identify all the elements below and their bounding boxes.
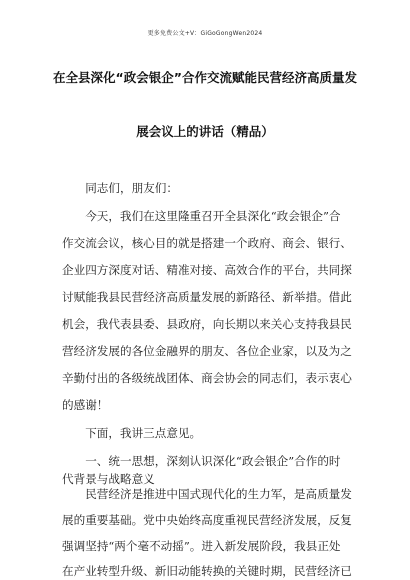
- body-line: 辛勤付出的各级统战团体、商会协会的同志们，表示衷心: [62, 371, 352, 385]
- body-line: 机会，我代表县委、县政府，向长期以来关心支持我县民: [62, 317, 352, 331]
- body-line: 今天，我们在这里隆重召开全县深化“政会银企”合: [62, 209, 341, 223]
- header-note: 更多免费公文+V：GiGoGongWen2024: [147, 30, 263, 37]
- document-title-line-1: 在全县深化“政会银企”合作交流赋能民营经济高质量发: [53, 70, 357, 85]
- body-line: 代背景与战略意义: [62, 472, 155, 486]
- body-line: 强调坚持“两个毫不动摇”。进入新发展阶段，我县正处: [62, 539, 341, 553]
- body-line: 一、统一思想，深刻认识深化“政会银企”合作的时: [62, 454, 341, 468]
- body-line: 在产业转型升级、新旧动能转换的关键时期，民营经济已: [62, 564, 352, 578]
- body-line: 企业四方深度对话、精准对接、高效合作的平台，共同探: [62, 263, 352, 277]
- body-line: 营经济发展的各位金融界的朋友、各位企业家，以及为之: [62, 344, 352, 358]
- body-line: 作交流会议，核心目的就是搭建一个政府、商会、银行、: [62, 236, 352, 250]
- body-line: 同志们，朋友们：: [62, 181, 178, 195]
- body-line: 的感谢！: [62, 398, 109, 412]
- body-line: 展的重要基础。党中央始终高度重视民营经济发展，反复: [62, 513, 352, 527]
- document-title-line-2: 展会议上的讲话（精品）: [136, 124, 274, 139]
- body-line: 讨赋能我县民营经济高质量发展的新路径、新举措。借此: [62, 290, 352, 304]
- body-line: 下面，我讲三点意见。: [62, 426, 202, 440]
- body-line: 民营经济是推进中国式现代化的生力军，是高质量发: [62, 487, 352, 501]
